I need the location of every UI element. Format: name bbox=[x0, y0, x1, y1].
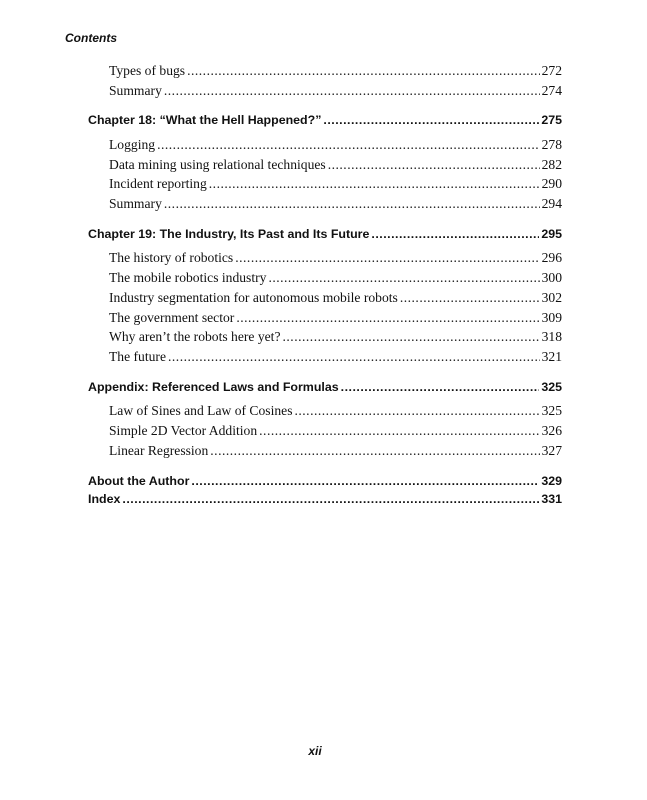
toc-entry-page: 296 bbox=[541, 250, 562, 265]
toc-entry-title: Simple 2D Vector Addition bbox=[109, 423, 258, 438]
toc-entry-title: Linear Regression bbox=[109, 443, 209, 458]
toc-entry bbox=[109, 349, 562, 365]
toc-entry bbox=[109, 443, 562, 459]
toc-entry bbox=[109, 137, 562, 153]
toc-entry-page: 290 bbox=[541, 176, 562, 191]
toc-entry bbox=[109, 329, 562, 345]
toc-chapter-title: Appendix: Referenced Laws and Formulas bbox=[88, 380, 339, 394]
toc-entry-page: 278 bbox=[541, 137, 562, 152]
dot-leader bbox=[341, 380, 540, 394]
toc-entry-title: Summary bbox=[109, 83, 162, 98]
dot-leader bbox=[168, 349, 540, 365]
toc-entry-title: Law of Sines and Law of Cosines bbox=[109, 403, 293, 418]
toc-entry-title: Data mining using relational techniques bbox=[109, 157, 326, 172]
toc-entry-title: Industry segmentation for autonomous mobile robots bbox=[109, 290, 398, 305]
toc-chapter-entry bbox=[88, 113, 562, 127]
page-number: xii bbox=[308, 744, 322, 758]
toc-entry-title: The future bbox=[109, 349, 166, 364]
toc-entry-title: Types of bugs bbox=[109, 63, 186, 78]
dot-leader bbox=[283, 329, 540, 345]
toc-entry-title: The government sector bbox=[109, 310, 235, 325]
dot-leader bbox=[400, 290, 540, 306]
toc-entry bbox=[109, 157, 562, 173]
toc-entry bbox=[109, 403, 562, 419]
dot-leader bbox=[122, 492, 539, 506]
toc-entry bbox=[109, 63, 562, 79]
toc-chapter-entry bbox=[88, 380, 562, 394]
dot-leader bbox=[235, 250, 539, 266]
dot-leader bbox=[209, 176, 540, 192]
toc-entry-page: 327 bbox=[541, 443, 562, 458]
toc-entry-page: 300 bbox=[541, 270, 562, 285]
running-head: Contents bbox=[65, 31, 117, 45]
toc-entry-page: 294 bbox=[541, 196, 562, 211]
toc-chapter-page: 331 bbox=[541, 492, 562, 506]
dot-leader bbox=[236, 310, 539, 326]
toc-chapter-entry bbox=[88, 474, 562, 488]
dot-leader bbox=[294, 403, 539, 419]
dot-leader bbox=[371, 227, 539, 241]
toc-entry-title: Logging bbox=[109, 137, 156, 152]
dot-leader bbox=[259, 423, 539, 439]
toc-entry-page: 274 bbox=[541, 83, 562, 98]
toc-entry-page: 325 bbox=[541, 403, 562, 418]
dot-leader bbox=[164, 83, 540, 99]
toc-entry bbox=[109, 176, 562, 192]
toc-entry-page: 309 bbox=[541, 310, 562, 325]
toc-chapter-title: Chapter 18: “What the Hell Happened?” bbox=[88, 113, 322, 127]
dot-leader bbox=[164, 196, 540, 212]
toc-entry-page: 282 bbox=[541, 157, 562, 172]
toc-chapter-page: 295 bbox=[541, 227, 562, 241]
toc-chapter-entry bbox=[88, 227, 562, 241]
dot-leader bbox=[191, 474, 539, 488]
toc-entry-title: The history of robotics bbox=[109, 250, 234, 265]
toc-entry-title: Summary bbox=[109, 196, 162, 211]
toc-chapter-page: 329 bbox=[541, 474, 562, 488]
toc-entry bbox=[109, 270, 562, 286]
toc-chapter-title: Chapter 19: The Industry, Its Past and Its Future bbox=[88, 227, 370, 241]
toc-entry-page: 318 bbox=[541, 329, 562, 344]
toc-entry bbox=[109, 83, 562, 99]
dot-leader bbox=[323, 113, 539, 127]
toc-entry bbox=[109, 423, 562, 439]
dot-leader bbox=[157, 137, 540, 153]
toc-entry bbox=[109, 196, 562, 212]
toc-entry bbox=[109, 250, 562, 266]
toc-chapter-entry bbox=[88, 492, 562, 506]
toc-entry-title: Why aren’t the robots here yet? bbox=[109, 329, 281, 344]
toc-entry-page: 302 bbox=[541, 290, 562, 305]
toc-entry-page: 326 bbox=[541, 423, 562, 438]
dot-leader bbox=[328, 157, 540, 173]
toc-chapter-page: 275 bbox=[541, 113, 562, 127]
dot-leader bbox=[268, 270, 539, 286]
toc-chapter-title: About the Author bbox=[88, 474, 190, 488]
toc-entry bbox=[109, 310, 562, 326]
toc-chapter-title: Index bbox=[88, 492, 121, 506]
toc-entry-title: The mobile robotics industry bbox=[109, 270, 267, 285]
dot-leader bbox=[187, 63, 540, 79]
toc-chapter-page: 325 bbox=[541, 380, 562, 394]
toc-entry bbox=[109, 290, 562, 306]
dot-leader bbox=[210, 443, 539, 459]
toc-entry-page: 321 bbox=[541, 349, 562, 364]
toc-entry-title: Incident reporting bbox=[109, 176, 207, 191]
toc-entry-page: 272 bbox=[541, 63, 562, 78]
